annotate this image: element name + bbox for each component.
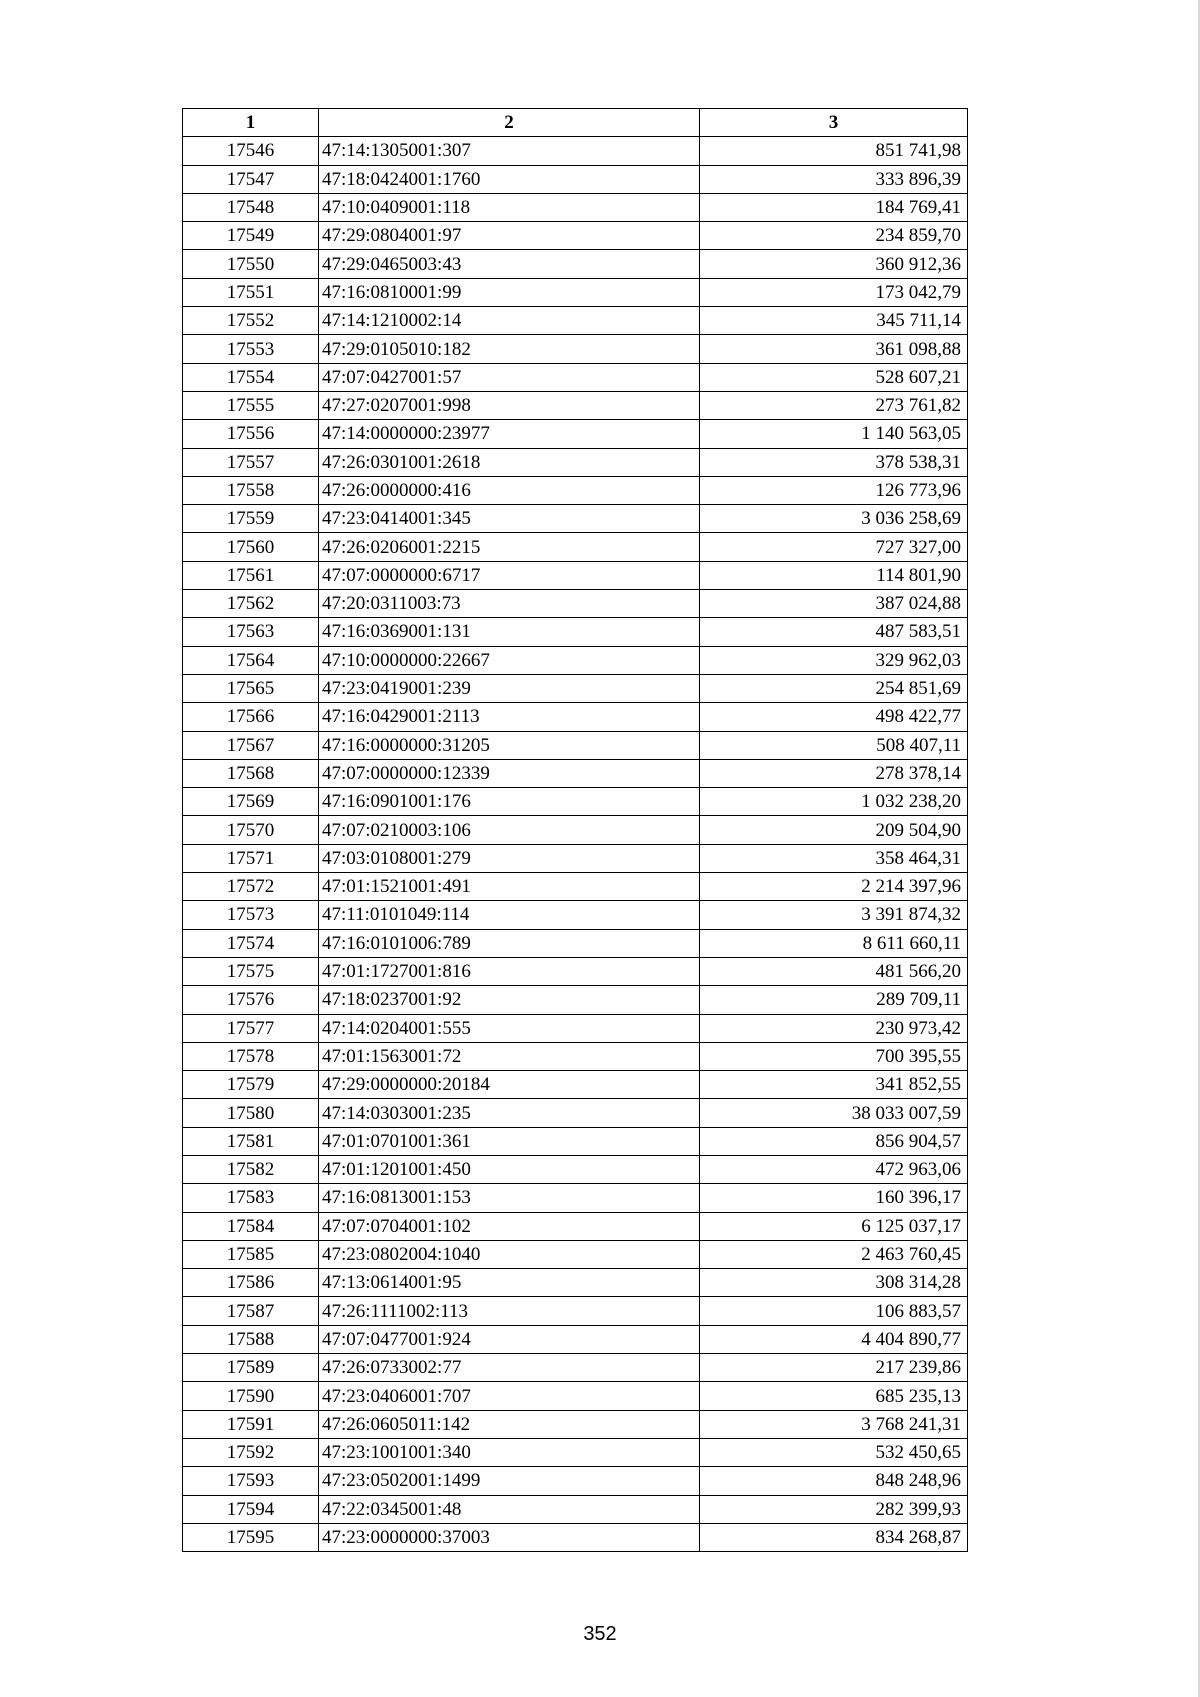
table-row [183,476,968,504]
value-cell: 217 239,86 [700,1354,968,1382]
header-col-3: 3 [700,109,968,137]
row-number-cell: 17563 [183,618,319,646]
value-cell: 727 327,00 [700,533,968,561]
row-number-cell: 17590 [183,1382,319,1410]
value-cell: 360 912,36 [700,250,968,278]
value-cell: 848 248,96 [700,1467,968,1495]
table-row [183,1410,968,1438]
table-row [183,448,968,476]
value-cell: 528 607,21 [700,363,968,391]
table-body [183,137,968,1552]
table-row [183,505,968,533]
value-cell: 834 268,87 [700,1523,968,1551]
table-row [183,1297,968,1325]
cadastral-number-cell: 47:01:1727001:816 [319,957,700,985]
row-number-cell: 17557 [183,448,319,476]
row-number-cell: 17591 [183,1410,319,1438]
value-cell: 282 399,93 [700,1495,968,1523]
cadastral-number-cell: 47:01:1201001:450 [319,1155,700,1183]
cadastral-number-cell: 47:07:0704001:102 [319,1212,700,1240]
cadastral-number-cell: 47:01:1521001:491 [319,873,700,901]
cadastral-number-cell: 47:07:0427001:57 [319,363,700,391]
cadastral-number-cell: 47:26:0000000:416 [319,476,700,504]
value-cell: 3 768 241,31 [700,1410,968,1438]
cadastral-number-cell: 47:07:0000000:6717 [319,561,700,589]
cadastral-number-cell: 47:16:0810001:99 [319,278,700,306]
cadastral-number-cell: 47:16:0000000:31205 [319,731,700,759]
value-cell: 254 851,69 [700,674,968,702]
cadastral-number-cell: 47:16:0369001:131 [319,618,700,646]
table-row [183,873,968,901]
table-row [183,618,968,646]
cadastral-number-cell: 47:23:0419001:239 [319,674,700,702]
value-cell: 8 611 660,11 [700,929,968,957]
row-number-cell: 17586 [183,1269,319,1297]
table-row [183,307,968,335]
table-row [183,193,968,221]
value-cell: 173 042,79 [700,278,968,306]
row-number-cell: 17578 [183,1042,319,1070]
value-cell: 685 235,13 [700,1382,968,1410]
row-number-cell: 17556 [183,420,319,448]
row-number-cell: 17573 [183,901,319,929]
table-row [183,759,968,787]
table-row [183,1269,968,1297]
row-number-cell: 17592 [183,1438,319,1466]
table-row [183,1467,968,1495]
cadastral-number-cell: 47:16:0901001:176 [319,788,700,816]
table-row [183,561,968,589]
cadastral-number-cell: 47:23:0802004:1040 [319,1240,700,1268]
row-number-cell: 17576 [183,986,319,1014]
table-row [183,703,968,731]
value-cell: 481 566,20 [700,957,968,985]
row-number-cell: 17565 [183,674,319,702]
cadastral-number-cell: 47:26:0206001:2215 [319,533,700,561]
row-number-cell: 17569 [183,788,319,816]
cadastral-number-cell: 47:16:0429001:2113 [319,703,700,731]
cadastral-number-cell: 47:23:0414001:345 [319,505,700,533]
table-row [183,335,968,363]
row-number-cell: 17566 [183,703,319,731]
row-number-cell: 17558 [183,476,319,504]
value-cell: 184 769,41 [700,193,968,221]
table-row [183,844,968,872]
table-row [183,1127,968,1155]
table-row [183,1099,968,1127]
table-row [183,222,968,250]
table-row [183,1212,968,1240]
cadastral-number-cell: 47:23:0000000:37003 [319,1523,700,1551]
value-cell: 508 407,11 [700,731,968,759]
row-number-cell: 17552 [183,307,319,335]
table-row [183,1240,968,1268]
value-cell: 472 963,06 [700,1155,968,1183]
row-number-cell: 17574 [183,929,319,957]
value-cell: 498 422,77 [700,703,968,731]
value-cell: 209 504,90 [700,816,968,844]
table-row [183,788,968,816]
row-number-cell: 17548 [183,193,319,221]
table-row [183,731,968,759]
value-cell: 851 741,98 [700,137,968,165]
value-cell: 341 852,55 [700,1071,968,1099]
table-row [183,391,968,419]
cadastral-number-cell: 47:29:0804001:97 [319,222,700,250]
table-row [183,646,968,674]
cadastral-number-cell: 47:16:0813001:153 [319,1184,700,1212]
table-row [183,1184,968,1212]
value-cell: 700 395,55 [700,1042,968,1070]
cadastral-number-cell: 47:01:0701001:361 [319,1127,700,1155]
value-cell: 487 583,51 [700,618,968,646]
data-table [182,108,968,1552]
header-col-2: 2 [319,109,700,137]
row-number-cell: 17587 [183,1297,319,1325]
cadastral-number-cell: 47:26:0733002:77 [319,1354,700,1382]
row-number-cell: 17594 [183,1495,319,1523]
value-cell: 361 098,88 [700,335,968,363]
cadastral-number-cell: 47:07:0210003:106 [319,816,700,844]
row-number-cell: 17579 [183,1071,319,1099]
value-cell: 126 773,96 [700,476,968,504]
table-row [183,816,968,844]
value-cell: 308 314,28 [700,1269,968,1297]
table-row [183,165,968,193]
cadastral-number-cell: 47:01:1563001:72 [319,1042,700,1070]
value-cell: 2 463 760,45 [700,1240,968,1268]
cadastral-number-cell: 47:10:0409001:118 [319,193,700,221]
row-number-cell: 17559 [183,505,319,533]
table-row [183,1042,968,1070]
cadastral-number-cell: 47:14:1210002:14 [319,307,700,335]
table-row [183,1155,968,1183]
row-number-cell: 17593 [183,1467,319,1495]
cadastral-number-cell: 47:23:0406001:707 [319,1382,700,1410]
table-row [183,901,968,929]
table-row [183,1071,968,1099]
cadastral-number-cell: 47:13:0614001:95 [319,1269,700,1297]
row-number-cell: 17546 [183,137,319,165]
table-row [183,674,968,702]
value-cell: 273 761,82 [700,391,968,419]
table-row [183,929,968,957]
value-cell: 358 464,31 [700,844,968,872]
cadastral-number-cell: 47:10:0000000:22667 [319,646,700,674]
table-row [183,1382,968,1410]
header-row [183,109,968,137]
table-row [183,137,968,165]
row-number-cell: 17550 [183,250,319,278]
cadastral-number-cell: 47:11:0101049:114 [319,901,700,929]
cadastral-number-cell: 47:07:0477001:924 [319,1325,700,1353]
cadastral-number-cell: 47:14:0000000:23977 [319,420,700,448]
cadastral-number-cell: 47:14:1305001:307 [319,137,700,165]
value-cell: 532 450,65 [700,1438,968,1466]
table-row [183,1354,968,1382]
row-number-cell: 17554 [183,363,319,391]
row-number-cell: 17570 [183,816,319,844]
cadastral-number-cell: 47:14:0303001:235 [319,1099,700,1127]
value-cell: 856 904,57 [700,1127,968,1155]
value-cell: 387 024,88 [700,590,968,618]
cadastral-number-cell: 47:23:1001001:340 [319,1438,700,1466]
table-row [183,1325,968,1353]
cadastral-number-cell: 47:29:0105010:182 [319,335,700,363]
value-cell: 378 538,31 [700,448,968,476]
table-row [183,250,968,278]
row-number-cell: 17547 [183,165,319,193]
table-row [183,1014,968,1042]
row-number-cell: 17568 [183,759,319,787]
value-cell: 4 404 890,77 [700,1325,968,1353]
value-cell: 38 033 007,59 [700,1099,968,1127]
cadastral-number-cell: 47:18:0424001:1760 [319,165,700,193]
value-cell: 2 214 397,96 [700,873,968,901]
data-table-container [182,108,967,1552]
value-cell: 1 032 238,20 [700,788,968,816]
table-row [183,278,968,306]
row-number-cell: 17571 [183,844,319,872]
value-cell: 3 391 874,32 [700,901,968,929]
row-number-cell: 17575 [183,957,319,985]
value-cell: 114 801,90 [700,561,968,589]
value-cell: 160 396,17 [700,1184,968,1212]
value-cell: 333 896,39 [700,165,968,193]
table-row [183,1523,968,1551]
cadastral-number-cell: 47:16:0101006:789 [319,929,700,957]
cadastral-number-cell: 47:26:0301001:2618 [319,448,700,476]
row-number-cell: 17567 [183,731,319,759]
row-number-cell: 17562 [183,590,319,618]
row-number-cell: 17564 [183,646,319,674]
row-number-cell: 17583 [183,1184,319,1212]
value-cell: 345 711,14 [700,307,968,335]
cadastral-number-cell: 47:26:0605011:142 [319,1410,700,1438]
row-number-cell: 17577 [183,1014,319,1042]
cadastral-number-cell: 47:18:0237001:92 [319,986,700,1014]
cadastral-number-cell: 47:29:0000000:20184 [319,1071,700,1099]
cadastral-number-cell: 47:27:0207001:998 [319,391,700,419]
value-cell: 6 125 037,17 [700,1212,968,1240]
table-row [183,1438,968,1466]
row-number-cell: 17582 [183,1155,319,1183]
row-number-cell: 17561 [183,561,319,589]
table-row [183,957,968,985]
cadastral-number-cell: 47:14:0204001:555 [319,1014,700,1042]
header-col-1: 1 [183,109,319,137]
cadastral-number-cell: 47:22:0345001:48 [319,1495,700,1523]
value-cell: 289 709,11 [700,986,968,1014]
table-row [183,590,968,618]
row-number-cell: 17581 [183,1127,319,1155]
row-number-cell: 17555 [183,391,319,419]
value-cell: 106 883,57 [700,1297,968,1325]
page-number: 352 [583,1623,617,1645]
value-cell: 1 140 563,05 [700,420,968,448]
row-number-cell: 17595 [183,1523,319,1551]
value-cell: 329 962,03 [700,646,968,674]
cadastral-number-cell: 47:07:0000000:12339 [319,759,700,787]
row-number-cell: 17588 [183,1325,319,1353]
value-cell: 278 378,14 [700,759,968,787]
row-number-cell: 17549 [183,222,319,250]
table-row [183,986,968,1014]
cadastral-number-cell: 47:23:0502001:1499 [319,1467,700,1495]
row-number-cell: 17560 [183,533,319,561]
row-number-cell: 17589 [183,1354,319,1382]
value-cell: 234 859,70 [700,222,968,250]
value-cell: 230 973,42 [700,1014,968,1042]
row-number-cell: 17585 [183,1240,319,1268]
cadastral-number-cell: 47:29:0465003:43 [319,250,700,278]
cadastral-number-cell: 47:20:0311003:73 [319,590,700,618]
table-row [183,533,968,561]
row-number-cell: 17553 [183,335,319,363]
row-number-cell: 17584 [183,1212,319,1240]
cadastral-number-cell: 47:03:0108001:279 [319,844,700,872]
value-cell: 3 036 258,69 [700,505,968,533]
row-number-cell: 17580 [183,1099,319,1127]
table-row [183,1495,968,1523]
row-number-cell: 17572 [183,873,319,901]
row-number-cell: 17551 [183,278,319,306]
table-row [183,363,968,391]
cadastral-number-cell: 47:26:1111002:113 [319,1297,700,1325]
table-row [183,420,968,448]
